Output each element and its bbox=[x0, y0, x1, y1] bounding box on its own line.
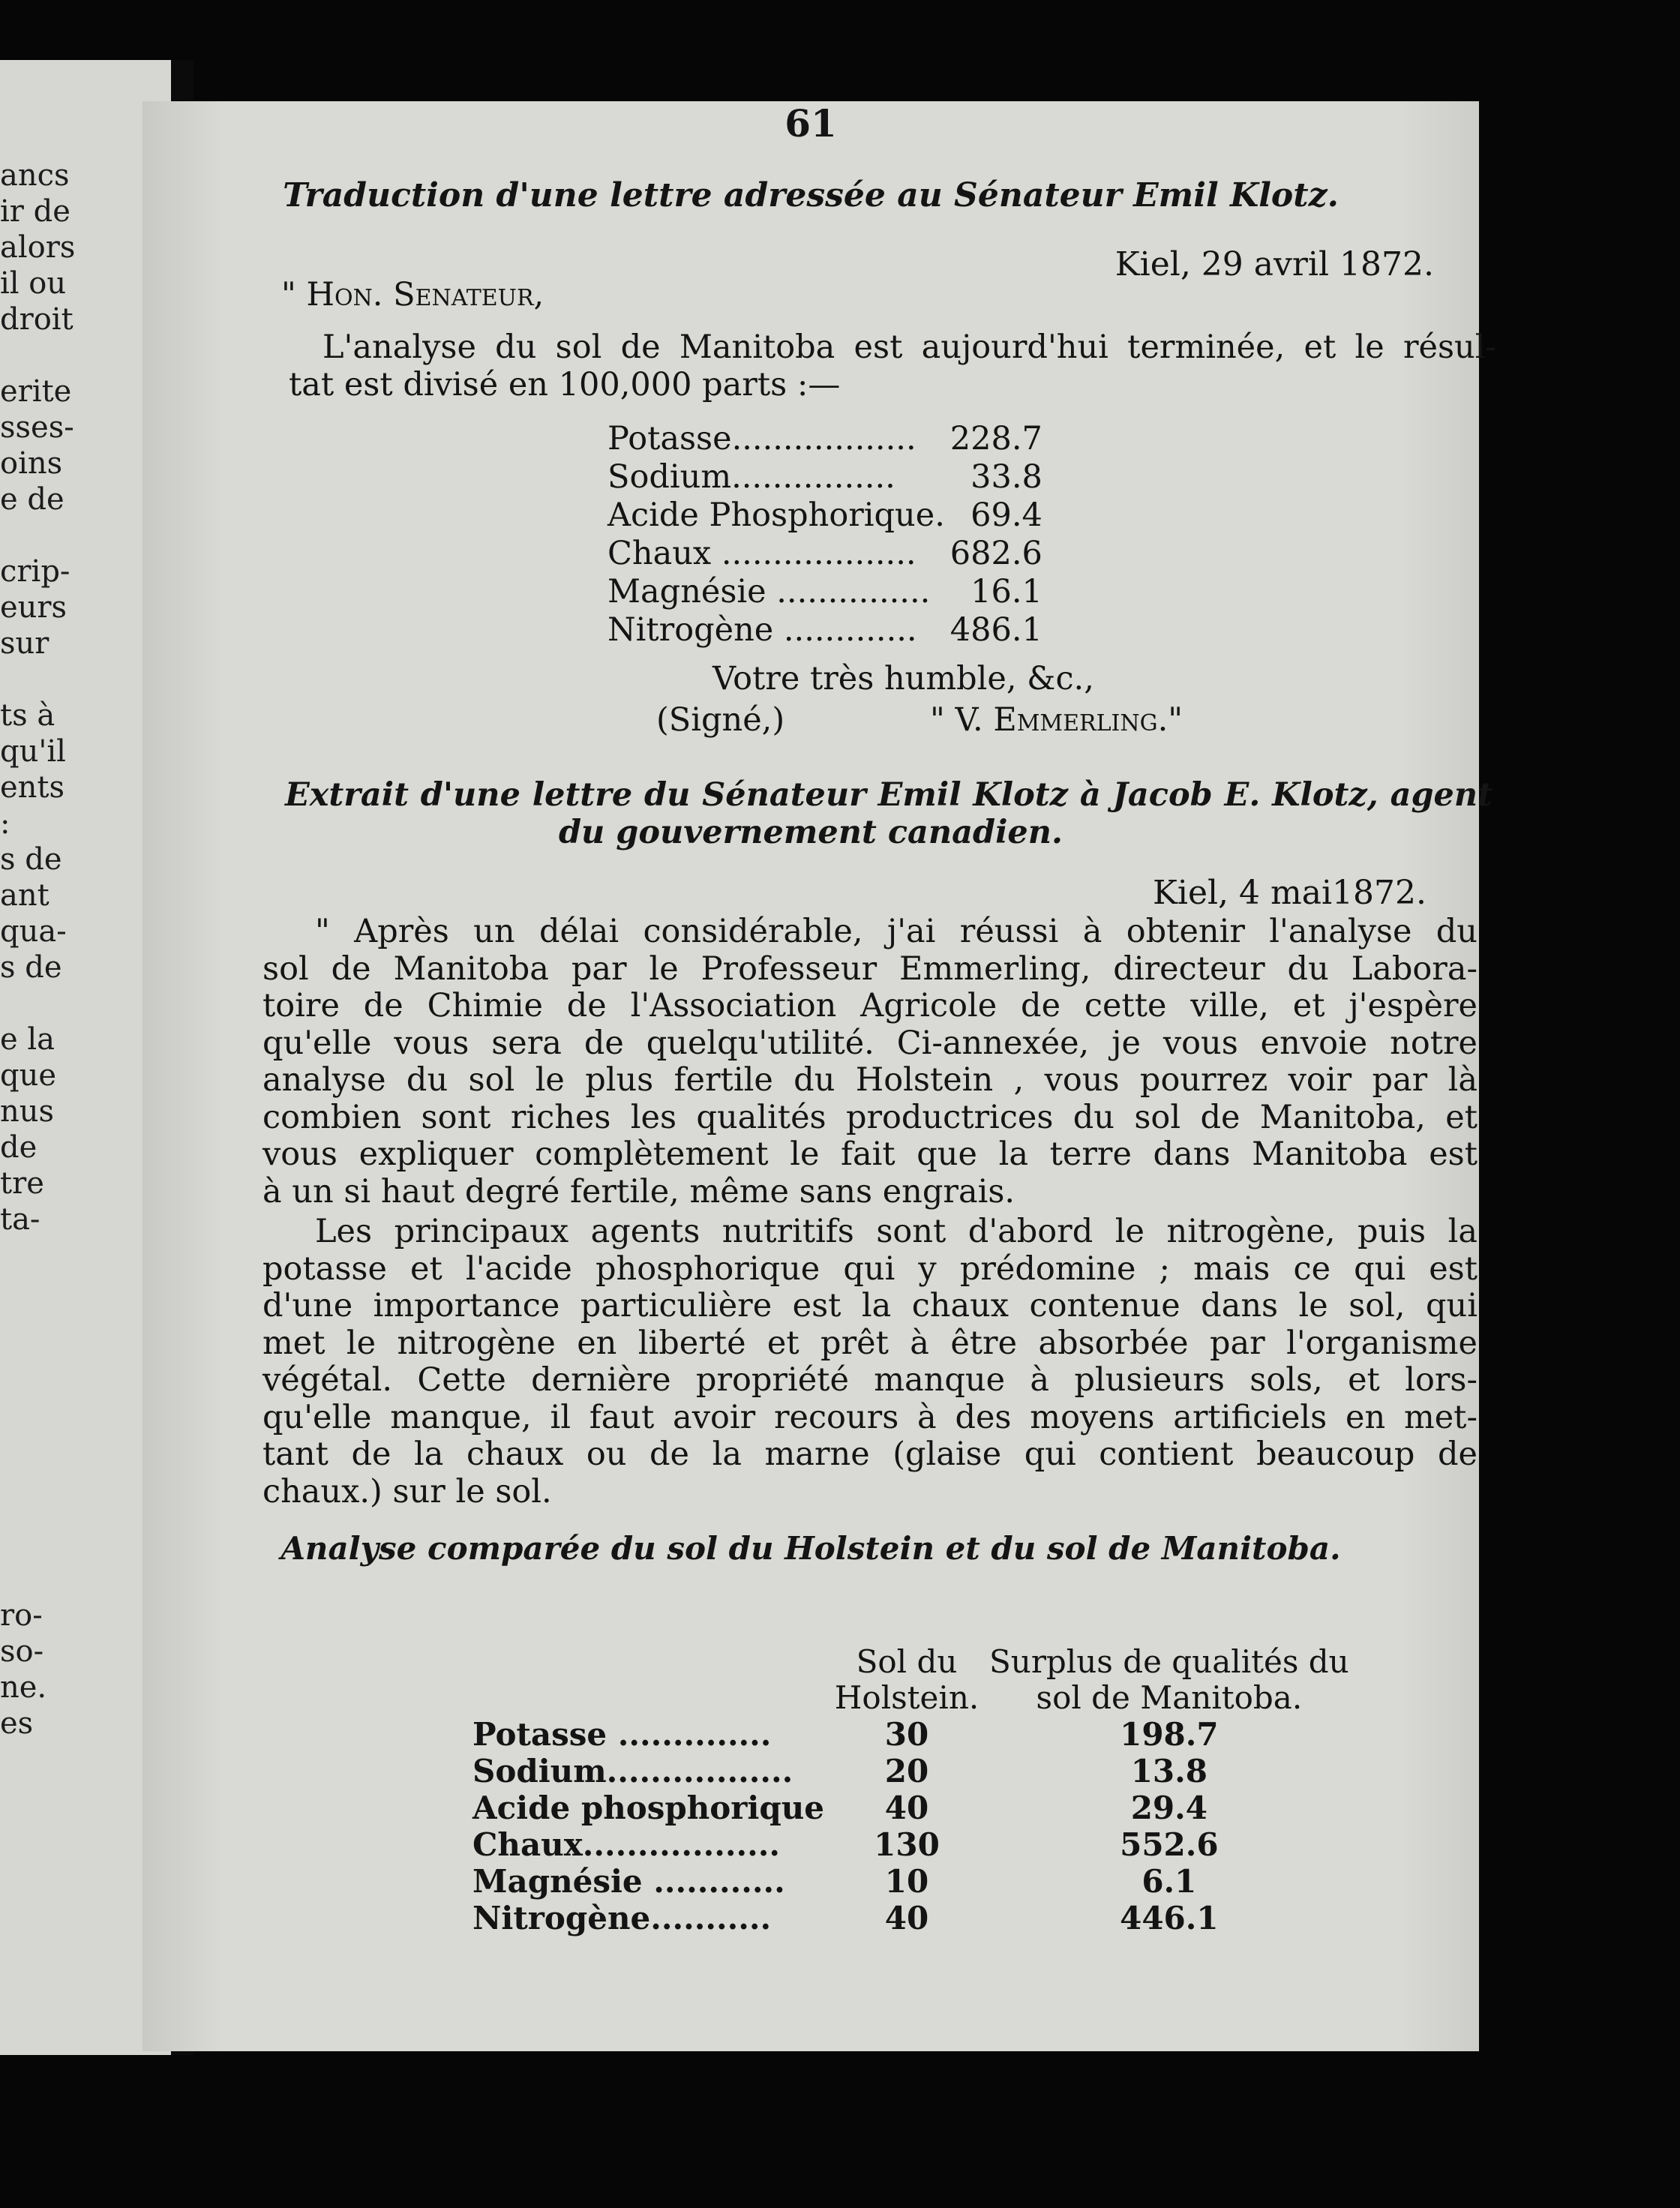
left-page-fragment-line: de bbox=[0, 1130, 38, 1165]
left-page-fragment-line: e la bbox=[0, 1022, 56, 1057]
salutation-quote: " bbox=[281, 276, 307, 314]
paragraph-line: met le nitrogène en liberté et prêt à être absorbée par l'organisme bbox=[262, 1324, 1478, 1362]
comparison-label: Potasse .............. bbox=[472, 1716, 772, 1753]
comparison-row bbox=[472, 1716, 1349, 1753]
letter2-paragraph-2 bbox=[262, 1214, 1478, 1510]
letter1-title: Traduction d'une lettre adressée au Sénateur Emil Klotz. bbox=[283, 176, 1339, 214]
header-surplus-line2: sol de Manitoba. bbox=[1036, 1679, 1303, 1716]
left-page-fragment-line: es bbox=[0, 1706, 34, 1741]
paragraph-line: d'une importance particulière est la chaux contenue dans le sol, qui bbox=[262, 1287, 1478, 1324]
left-page-fragment-line: crip- bbox=[0, 554, 70, 589]
left-page-fragment-line: erite bbox=[0, 374, 72, 409]
comparison-label: Acide phosphorique bbox=[472, 1790, 825, 1826]
comparison-holstein-value: 40 bbox=[884, 1900, 929, 1936]
left-page-fragment-line: tre bbox=[0, 1166, 44, 1201]
left-page-fragment-line: : bbox=[0, 806, 10, 841]
paragraph-line: vous expliquer complètement le fait que la terre dans Manitoba est bbox=[262, 1136, 1478, 1173]
comparison-table bbox=[472, 1644, 1349, 1936]
paragraph-line: " Après un délai considérable, j'ai réussi à obtenir l'analyse du bbox=[315, 913, 1478, 950]
analysis-label: Magnésie ............... bbox=[608, 573, 931, 610]
paragraph-line: chaux.) sur le sol. bbox=[262, 1472, 552, 1510]
paragraph-line: toire de Chimie de l'Association Agricole de cette ville, et j'espère bbox=[262, 987, 1478, 1024]
paragraph-line: combien sont riches les qualités productrices du sol de Manitoba, et bbox=[262, 1098, 1478, 1136]
comparison-holstein-value: 40 bbox=[884, 1790, 929, 1826]
left-page-fragment-line: ents bbox=[0, 770, 65, 805]
paragraph-line: sol de Manitoba par le Professeur Emmerling, directeur du Labora- bbox=[262, 950, 1478, 988]
left-page-fragment-line: ant bbox=[0, 878, 50, 913]
analysis-row bbox=[608, 535, 1042, 573]
analysis-label: Potasse.................. bbox=[608, 420, 916, 458]
analysis-value: 486.1 bbox=[950, 611, 1042, 649]
paragraph-line: analyse du sol le plus fertile du Holstein , vous pourrez voir par là bbox=[262, 1061, 1478, 1099]
analysis-value: 16.1 bbox=[970, 573, 1042, 610]
left-page-fragment-line: ts à bbox=[0, 698, 56, 733]
comparison-label: Magnésie ............ bbox=[472, 1863, 785, 1900]
comparison-holstein-value: 30 bbox=[884, 1716, 929, 1753]
analysis-label: Chaux ................... bbox=[608, 535, 916, 572]
header-holstein-line2: Holstein. bbox=[834, 1679, 980, 1716]
analysis-row bbox=[608, 573, 1042, 611]
comparison-row bbox=[472, 1900, 1349, 1936]
paragraph-line: potasse et l'acide phosphorique qui y prédomine ; mais ce qui est bbox=[262, 1250, 1478, 1288]
letter1-closing: Votre très humble, &c., bbox=[712, 660, 1094, 698]
comparison-row bbox=[472, 1753, 1349, 1790]
left-page-fragment-line: e de bbox=[0, 482, 64, 517]
letter1-signed: (Signé,) bbox=[656, 701, 785, 739]
left-page-fragment-line: alors bbox=[0, 230, 76, 265]
left-page-fragment-line: nus bbox=[0, 1094, 55, 1129]
left-page-fragment-line: sur bbox=[0, 626, 50, 661]
letter1-analysis-table bbox=[608, 420, 1042, 650]
comparison-surplus-value: 198.7 bbox=[1120, 1716, 1219, 1753]
comparison-row bbox=[472, 1790, 1349, 1826]
comparison-surplus-value: 6.1 bbox=[1142, 1863, 1197, 1900]
comparison-label: Nitrogène........... bbox=[472, 1900, 772, 1936]
left-page-fragment-line: qua- bbox=[0, 914, 67, 949]
analysis-value: 682.6 bbox=[950, 535, 1042, 572]
letter2-title-line1: Extrait d'une lettre du Sénateur Emil Klotz à Jacob E. Klotz, agent bbox=[285, 776, 1492, 814]
analysis-row bbox=[608, 496, 1042, 535]
left-page-fragment-line: ro- bbox=[0, 1598, 43, 1633]
paragraph-line: qu'elle manque, il faut avoir recours à des moyens artificiels en met- bbox=[262, 1398, 1478, 1436]
left-page-fragment-line: qu'il bbox=[0, 734, 66, 769]
comparison-label: Chaux.................. bbox=[472, 1826, 780, 1863]
letter1-intro-line-2: tat est divisé en 100,000 parts :— bbox=[289, 366, 841, 404]
comparison-holstein-value: 10 bbox=[884, 1863, 929, 1900]
comparison-holstein-value: 20 bbox=[884, 1753, 929, 1790]
analysis-label: Sodium................ bbox=[608, 458, 896, 496]
letter1-dateline: Kiel, 29 avril 1872. bbox=[1114, 245, 1434, 284]
left-page-fragment-line: il ou bbox=[0, 266, 67, 301]
paragraph-line: qu'elle vous sera de quelqu'utilité. Ci-annexée, je vous envoie notre bbox=[262, 1024, 1478, 1062]
comparison-surplus-value: 446.1 bbox=[1120, 1900, 1219, 1936]
header-holstein-line1: Sol du bbox=[856, 1643, 958, 1680]
left-page-fragment-line: so- bbox=[0, 1634, 44, 1669]
page bbox=[142, 101, 1496, 2051]
header-surplus bbox=[989, 1644, 1349, 1716]
letter2-paragraph-1 bbox=[262, 914, 1478, 1210]
comparison-title: Analyse comparée du sol du Holstein et du sol de Manitoba. bbox=[280, 1530, 1341, 1567]
letter2-dateline: Kiel, 4 mai1872. bbox=[1153, 874, 1426, 912]
left-page-fragment-line: s de bbox=[0, 842, 62, 877]
left-page-fragment-line: oins bbox=[0, 446, 63, 481]
comparison-surplus-value: 552.6 bbox=[1120, 1826, 1219, 1863]
left-page-fragment-line: que bbox=[0, 1058, 57, 1093]
comparison-row bbox=[472, 1826, 1349, 1863]
left-page-fragment-line: droit bbox=[0, 302, 74, 337]
left-page-fragment-line: ta- bbox=[0, 1202, 40, 1237]
analysis-value: 228.7 bbox=[950, 420, 1042, 458]
comparison-surplus-value: 29.4 bbox=[1130, 1790, 1208, 1826]
letter1-salutation bbox=[281, 276, 544, 314]
letter2-title-line2: du gouvernement canadien. bbox=[558, 814, 1064, 851]
analysis-label: Nitrogène ............. bbox=[608, 611, 917, 649]
salutation-text: Hon. Senateur, bbox=[306, 276, 544, 314]
analysis-label: Acide Phosphorique. bbox=[608, 496, 945, 534]
left-page-fragment-line: s de bbox=[0, 950, 62, 985]
analysis-value: 69.4 bbox=[970, 496, 1042, 534]
header-label bbox=[472, 1644, 824, 1716]
left-page-fragment-line: ne. bbox=[0, 1670, 47, 1705]
comparison-row bbox=[472, 1863, 1349, 1900]
paragraph-line: tant de la chaux ou de la marne (glaise qui contient beaucoup de bbox=[262, 1436, 1478, 1473]
comparison-header bbox=[472, 1644, 1349, 1716]
left-page-fragment-line: ancs bbox=[0, 158, 70, 193]
comparison-label: Sodium................. bbox=[472, 1753, 794, 1790]
paragraph-line: à un si haut degré fertile, même sans engrais. bbox=[262, 1172, 1016, 1210]
comparison-surplus-value: 13.8 bbox=[1130, 1753, 1208, 1790]
left-page-fragment-line: eurs bbox=[0, 590, 68, 625]
analysis-row bbox=[608, 611, 1042, 650]
letter1-signature: " V. Emmerling." bbox=[930, 701, 1184, 739]
left-page-fragment-line: ir de bbox=[0, 194, 70, 229]
paragraph-line: Les principaux agents nutritifs sont d'abord le nitrogène, puis la bbox=[315, 1213, 1478, 1250]
left-page-fragment-line: sses- bbox=[0, 410, 74, 445]
analysis-row bbox=[608, 420, 1042, 458]
comparison-holstein-value: 130 bbox=[874, 1826, 940, 1863]
letter1-intro-line-1: L'analyse du sol de Manitoba est aujourd'hui terminée, et le résul- bbox=[322, 328, 1496, 366]
analysis-value: 33.8 bbox=[970, 458, 1042, 496]
page-number: 61 bbox=[784, 101, 837, 146]
header-surplus-line1: Surplus de qualités du bbox=[989, 1643, 1349, 1680]
analysis-row bbox=[608, 458, 1042, 496]
paragraph-line: végétal. Cette dernière propriété manque à plusieurs sols, et lors- bbox=[262, 1361, 1478, 1399]
header-holstein bbox=[824, 1644, 989, 1716]
